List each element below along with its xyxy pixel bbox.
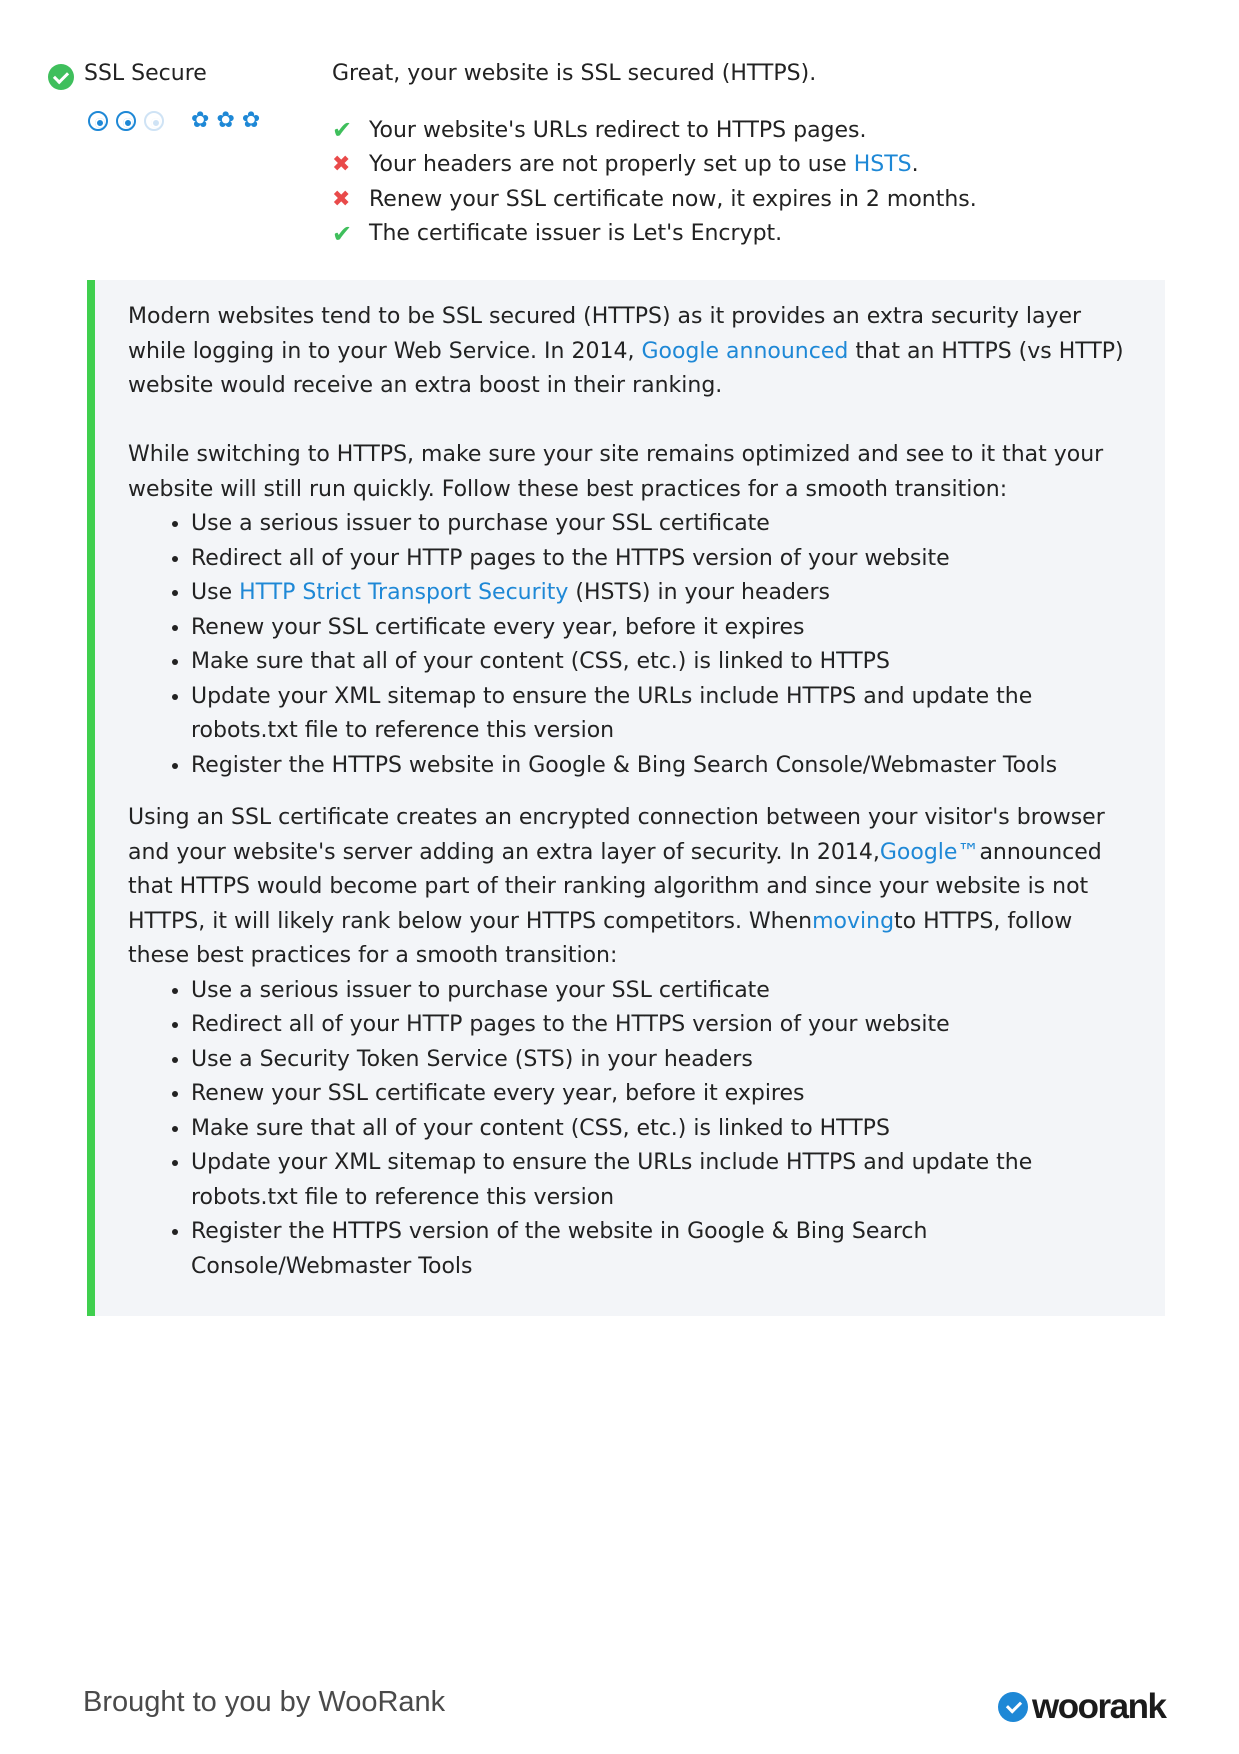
result-text: Renew your SSL certificate now, it expires in 2 months. [369, 186, 977, 212]
woorank-check-icon [998, 1692, 1028, 1722]
spacer [128, 783, 1135, 801]
logo-text: woorank [1032, 1687, 1166, 1726]
list-item: • Use a Security Token Service (STS) in your headers [191, 1043, 1135, 1078]
result-text: Your headers are not properly set up to use [369, 152, 854, 178]
intro-text-end: that an HTTPS (vs HTTP) website would receive an extra boost in their ranking. [128, 338, 1124, 398]
woorank-logo [998, 1687, 1165, 1727]
criteria-title: SSL Secure [84, 61, 207, 86]
result-summary: Great, your website is SSL secured (HTTPS). [332, 61, 817, 86]
gear-icon: ✿ [191, 108, 210, 133]
list-item: • Use HTTP Strict Transport Security (HSTS) in your headers [191, 576, 1135, 611]
lead-paragraph: While switching to HTTPS, make sure your site remains optimized and see to it that your website will still run quickly. Follow these best practices for a smooth transition: [128, 442, 1104, 502]
status-icon: ✔ [332, 116, 353, 145]
spacer [128, 404, 1135, 439]
result-item [332, 182, 977, 217]
list-item: • Use a serious issuer to purchase your SSL certificate [191, 507, 1135, 542]
result-list [332, 113, 977, 251]
moving-link[interactable]: moving [812, 908, 895, 934]
list-item: • Register the HTTPS website in Google & Bing Search Console/Webmaster Tools [191, 749, 1135, 784]
importance-target-icon [144, 111, 164, 131]
result-item [332, 113, 977, 148]
intro-paragraph [128, 300, 1135, 404]
status-icon: ✖ [332, 186, 351, 212]
result-item [332, 217, 977, 252]
list-item: • Renew your SSL certificate every year, before it expires [191, 611, 1135, 646]
second-paragraph: Using an SSL certificate creates an encrypted connection between your visitor's browser and your website's server adding an extra layer of security. In 2014,Google™announced that HTTPS would become part of their ranking algorithm and since your website is not HTTPS, it will likely rank below your HTTPS competitors. Whenmovingto HTTPS, follow these best practices for a smooth transition: [128, 805, 1105, 968]
result-text: The certificate issuer is Let's Encrypt. [369, 221, 783, 247]
list-item: • Update your XML sitemap to ensure the URLs include HTTPS and update the robots.txt file to reference this version [191, 680, 1135, 749]
result-text: Your website's URLs redirect to HTTPS pages. [369, 117, 867, 143]
gear-icon: ✿ [216, 108, 235, 133]
list-item: • Register the HTTPS version of the website in Google & Bing Search Console/Webmaster Tools [191, 1215, 1135, 1284]
list-item: • Make sure that all of your content (CSS, etc.) is linked to HTTPS [191, 645, 1135, 680]
google-announced-link[interactable]: Google announced [641, 338, 849, 364]
list-item: • Redirect all of your HTTP pages to the HTTPS version of your website [191, 1008, 1135, 1043]
list-item: • Use a serious issuer to purchase your SSL certificate [191, 974, 1135, 1009]
info-panel [87, 280, 1165, 1316]
footer-credit: Brought to you by WooRank [83, 1686, 446, 1718]
status-icon: ✖ [332, 152, 351, 178]
gear-icon: ✿ [241, 108, 261, 133]
status-icon: ✔ [332, 219, 353, 248]
importance-indicator [88, 111, 164, 131]
google-link[interactable]: Google™ [879, 839, 980, 865]
importance-target-icon [116, 111, 136, 131]
list-item: • Make sure that all of your content (CSS, etc.) is linked to HTTPS [191, 1112, 1135, 1147]
best-practices-list [128, 507, 1135, 783]
intro-text: Modern websites tend to be SSL secured (HTTPS) as it provides an extra security layer while logging in to your Web Service. In 2014, [128, 304, 1082, 364]
difficulty-indicator [191, 108, 260, 134]
hsts-link[interactable]: HSTS [853, 152, 912, 178]
hsts-spec-link[interactable]: HTTP Strict Transport Security [239, 580, 569, 605]
importance-target-icon [88, 111, 108, 131]
list-item: • Update your XML sitemap to ensure the URLs include HTTPS and update the robots.txt file to reference this version [191, 1146, 1135, 1215]
best-practices-list-2 [128, 974, 1135, 1285]
result-text-end: . [911, 152, 919, 178]
pass-check-icon [48, 64, 74, 90]
result-item [332, 148, 977, 183]
list-item: • Redirect all of your HTTP pages to the HTTPS version of your website [191, 542, 1135, 577]
list-item: • Renew your SSL certificate every year, before it expires [191, 1077, 1135, 1112]
